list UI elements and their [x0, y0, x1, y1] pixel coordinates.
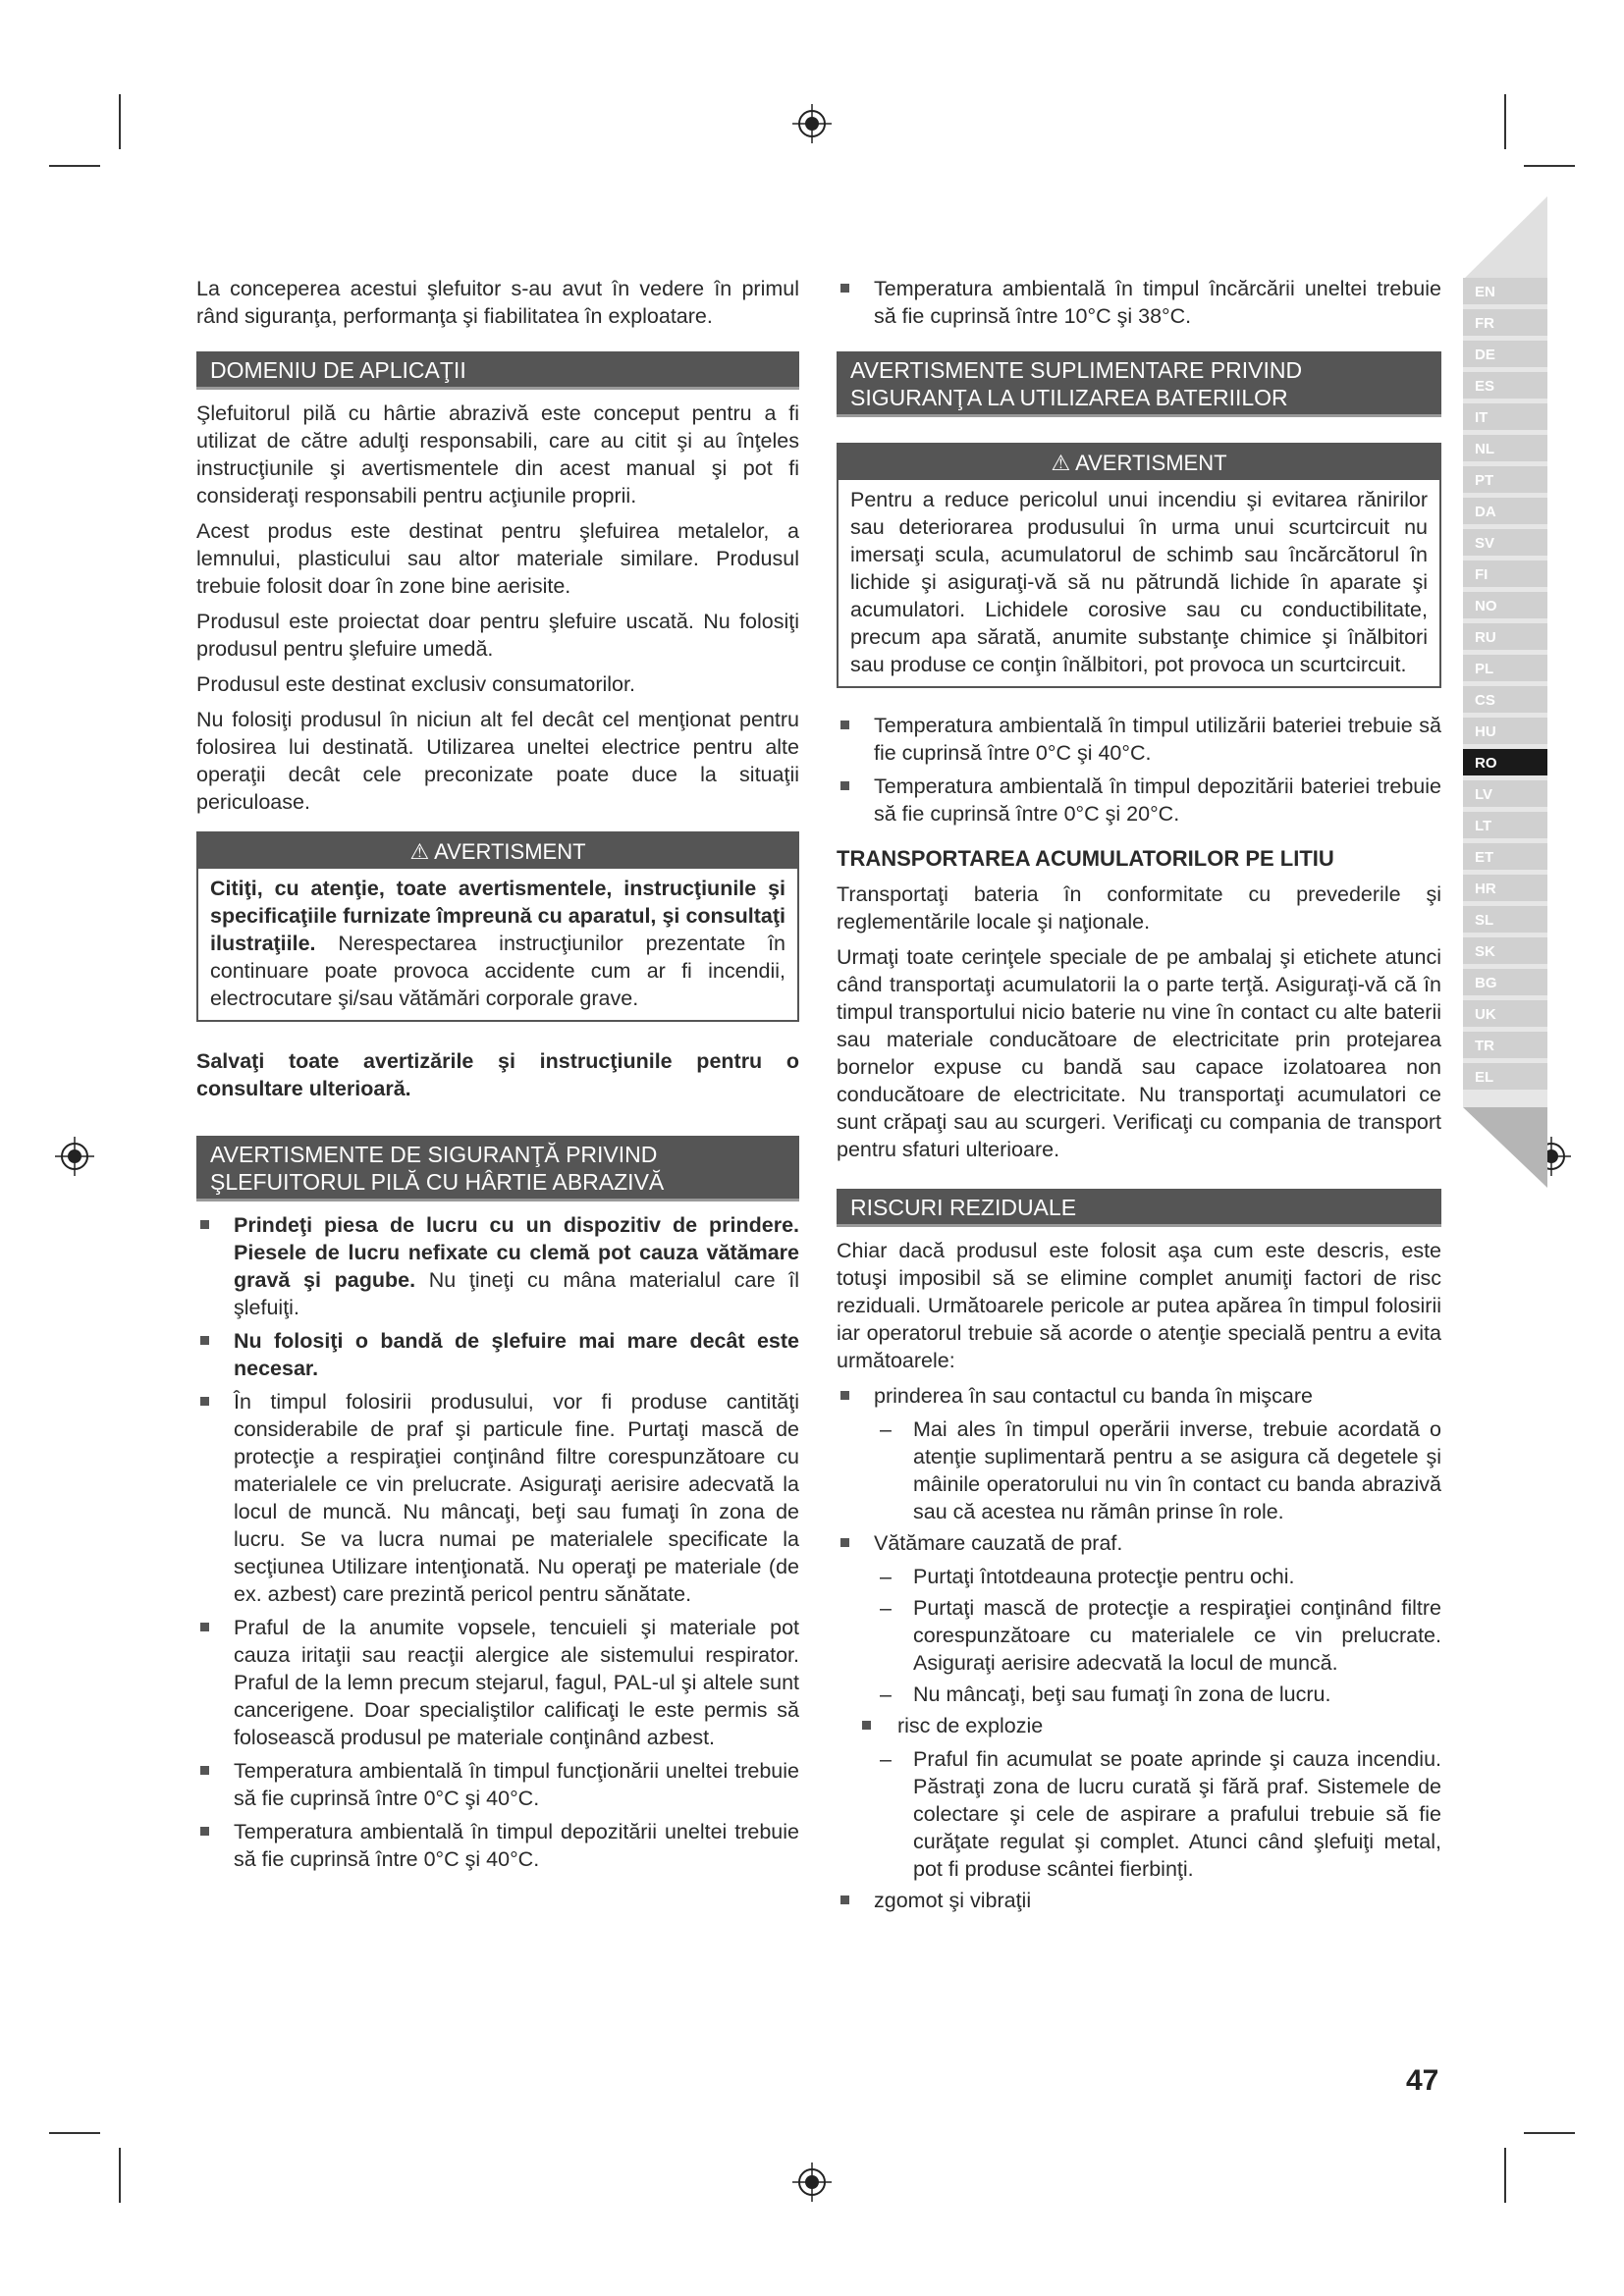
- dash-text: Mai ales în timpul operării inverse, trebuie acordată o atenţie suplimentară pentru a se asigura că degetele şi mâinile operatorului nu vin în contact cu banda abrazivă sau că acestea nu rămân prinse în role.: [913, 1417, 1441, 1523]
- bullet-bold: Prindeţi piesa de lucru cu un dispozitiv de prindere. Piesele de lucru nefixate cu clemă pot cauza vătămare gravă şi pagube.: [234, 1213, 799, 1292]
- crop-mark: [1504, 94, 1506, 149]
- crop-mark: [49, 2132, 100, 2134]
- bullet-text: prinderea în sau contactul cu banda în mişcare: [874, 1384, 1313, 1408]
- list-item: [837, 1712, 1441, 1739]
- language-tab-ro[interactable]: RO: [1463, 749, 1547, 775]
- dash-marker: –: [880, 1682, 892, 1706]
- bullet-text: Nu ţineţi cu mâna materialul care îl şlefuiţi.: [234, 1268, 800, 1319]
- bullet-icon: [200, 1766, 209, 1775]
- bullet-text: Temperatura ambientală în timpul utilizării bateriei trebuie să fie cuprinsă între 0°C şi 40°C.: [874, 714, 1441, 765]
- language-tab-no[interactable]: NO: [1463, 592, 1547, 618]
- dash-text: Purtaţi mască de protecţie a respiraţiei conţinând filtre corespunzătoare cu materialele ce vin prelucrate. Asiguraţi aerisire adecvată la locul de muncă.: [913, 1596, 1441, 1675]
- language-tab-lv[interactable]: LV: [1463, 780, 1547, 807]
- risk-intro: Chiar dacă produsul este folosit aşa cum este descris, este totuşi imposibil să se elimine complet anumiţi factori de risc reziduali. Următoarele pericole ar putea apărea în timpul folosirii iar operatorul trebuie să acorde o atenţie specială pentru a evita următoarele:: [837, 1239, 1441, 1372]
- save-instructions-text: Salvaţi toate avertizările şi instrucţiunile pentru o consultare ulterioară.: [196, 1049, 799, 1100]
- domain-paragraph: Nu folosiţi produsul în niciun alt fel decât cel menţionat pentru folosirea lui destinată. Utilizarea uneltei electrice pentru alte operaţii decât cele preconizate poate duce la situaţii periculoase.: [196, 708, 799, 814]
- warning-text: Nerespectarea instrucţiunilor prezentate în continuare poate provoca accidente cum ar fi incendii, electrocutare şi/sau vătămări corporale grave.: [210, 932, 785, 1010]
- language-tab-fi[interactable]: FI: [1463, 561, 1547, 587]
- bullet-text: Praful de la anumite vopsele, tencuieli şi materiale pot cauza iritaţii sau reacţii alergice ale sistemului respirator. Praful de la lemn precum stejarul, fagul, PAL-ul şi altele sunt cancerigene. Doar specialiştilor calificaţi le este permis să folosească produsul pe materiale conţinând azbest.: [234, 1616, 799, 1749]
- right-column: [837, 275, 1441, 1920]
- language-tab-en[interactable]: EN: [1463, 278, 1547, 304]
- bullet-text: Temperatura ambientală în timpul încărcării uneltei trebuie să fie cuprinsă între 10°C şi 38°C.: [874, 277, 1441, 328]
- bullet-bold: Nu folosiţi o bandă de şlefuire mai mare decât este necesar.: [234, 1329, 799, 1380]
- bullet-icon: [840, 1538, 849, 1547]
- bullet-icon: [200, 1336, 209, 1345]
- transport-paragraph: Urmaţi toate cerinţele speciale de pe ambalaj şi etichete atunci când transportaţi acumulatorii la o parte terţă. Asiguraţi-vă că în timpul transportului nicio baterie nu vine în contact cu alte baterii sau materiale conducătoare de electricitate prin protejarea bornelor expuse cu bandă sau capace izolatoarea non conducătoare de electricitate. Nu transportaţi acumulatori ce sunt crăpaţi sau au scurgeri. Verificaţi cu compania de transport pentru sfaturi ulterioare.: [837, 945, 1441, 1161]
- dash-marker: –: [880, 1596, 892, 1620]
- list-item: [837, 712, 1441, 767]
- language-tab-pl[interactable]: PL: [1463, 655, 1547, 681]
- domain-paragraph: Produsul este destinat exclusiv consumatorilor.: [196, 672, 635, 696]
- bullet-text: zgomot şi vibraţii: [874, 1889, 1032, 1912]
- dash-item: [837, 1594, 1441, 1677]
- list-item: [196, 1818, 799, 1873]
- domain-paragraph: Şlefuitorul pilă cu hârtie abrazivă este conceput pentru a fi utilizat de către adulţi responsabili, care au citit şi au înţeles instrucţiunile şi avertismentele din acest manual şi pot fi consideraţi responsabili pentru acţiunile proprii.: [196, 401, 799, 507]
- bullet-icon: [840, 721, 849, 729]
- crop-mark: [1524, 2132, 1575, 2134]
- dash-item: [837, 1415, 1441, 1525]
- warning-box: [196, 831, 799, 1022]
- language-tab-et[interactable]: ET: [1463, 843, 1547, 870]
- crop-mark: [49, 165, 100, 167]
- crop-mark: [119, 94, 121, 149]
- registration-mark-icon: [55, 1137, 94, 1176]
- bullet-icon: [862, 1721, 871, 1730]
- warning-bold-text: Citiţi, cu atenţie, toate avertismentele, instrucţiunile şi specificaţiile furnizate împreună cu aparatul, şi consultaţi ilustraţiile.: [210, 877, 785, 955]
- list-item: [837, 1529, 1441, 1557]
- bullet-icon: [200, 1220, 209, 1229]
- domain-paragraph: Acest produs este destinat pentru şlefuirea metalelor, a lemnului, plasticului sau altor materiale similare. Produsul trebuie folosit doar în zone bine aerisite.: [196, 519, 799, 598]
- list-item: [837, 1887, 1441, 1914]
- crop-mark: [1524, 165, 1575, 167]
- language-tab-de[interactable]: DE: [1463, 341, 1547, 367]
- subheading-transport: TRANSPORTAREA ACUMULATORILOR PE LITIU: [837, 846, 1334, 871]
- warning-triangle-icon: ⚠: [1051, 451, 1071, 475]
- bullet-icon: [840, 1896, 849, 1904]
- language-tab-uk[interactable]: UK: [1463, 1000, 1547, 1027]
- dash-item: [837, 1563, 1441, 1590]
- warning-box: [837, 443, 1441, 688]
- language-tab-tr[interactable]: TR: [1463, 1032, 1547, 1058]
- crop-mark: [119, 2148, 121, 2203]
- list-item: [196, 1614, 799, 1751]
- list-item: [196, 1327, 799, 1382]
- language-tab-pt[interactable]: PT: [1463, 466, 1547, 493]
- bullet-text: Temperatura ambientală în timpul funcţionării uneltei trebuie să fie cuprinsă între 0°C şi 40°C.: [234, 1759, 799, 1810]
- language-tab-sl[interactable]: SL: [1463, 906, 1547, 933]
- warning-triangle-icon: ⚠: [409, 839, 430, 864]
- section-header-risks: RISCURI REZIDUALE: [837, 1189, 1441, 1227]
- language-tab-ru[interactable]: RU: [1463, 623, 1547, 650]
- warning-title: AVERTISMENT: [434, 839, 586, 864]
- language-tab-hu[interactable]: HU: [1463, 718, 1547, 744]
- bullet-text: Temperatura ambientală în timpul depozitării uneltei trebuie să fie cuprinsă între 0°C şi 40°C.: [234, 1820, 799, 1871]
- language-tab-fr[interactable]: FR: [1463, 309, 1547, 336]
- list-item: [196, 1757, 799, 1812]
- language-tab-lt[interactable]: LT: [1463, 812, 1547, 838]
- warning-body: [198, 869, 797, 1020]
- bullet-icon: [840, 1391, 849, 1400]
- registration-mark-icon: [792, 2163, 832, 2202]
- bullet-icon: [840, 781, 849, 790]
- bullet-icon: [840, 284, 849, 293]
- registration-mark-icon: [792, 104, 832, 143]
- list-item: [196, 1388, 799, 1608]
- crop-mark: [1504, 2148, 1506, 2203]
- list-item: [837, 773, 1441, 828]
- dash-text: Praful fin acumulat se poate aprinde şi cauza incendiu. Păstraţi zona de lucru curată şi fără praf. Sistemele de colectare şi cele de aspirare a prafului trebuie să fie curăţate regulat şi complet. Atunci când şlefuiţi metal, pot fi produse scântei fierbinţi.: [913, 1747, 1441, 1881]
- list-item: [196, 1211, 799, 1321]
- section-header-safety: AVERTISMENTE DE SIGURANŢĂ PRIVIND ŞLEFUITORUL PILĂ CU HÂRTIE ABRAZIVĂ: [196, 1136, 799, 1201]
- save-instructions: [196, 1047, 799, 1102]
- bullet-text: Temperatura ambientală în timpul depozitării bateriei trebuie să fie cuprinsă între 0°C şi 20°C.: [874, 774, 1441, 826]
- warning-body: Pentru a reduce pericolul unui incendiu şi evitarea rănirilor sau deteriorarea produsului în urma unui scurtcircuit nu imersaţi scula, acumulatorul de schimb sau încărcătorul în lichide şi asiguraţi-vă să nu pătrundă lichide în aparate şi acumulatori. Lichidele corosive sau cu conductibilitate, precum apa sărată, anumite substanţe chimice şi înălbitori sau produse ce conţin înălbitori, pot provoca un scurtcircuit.: [850, 488, 1428, 676]
- bullet-icon: [200, 1623, 209, 1631]
- dash-marker: –: [880, 1565, 892, 1588]
- dash-marker: –: [880, 1747, 892, 1771]
- language-tab-es[interactable]: ES: [1463, 372, 1547, 399]
- dash-text: Purtaţi întotdeauna protecţie pentru ochi.: [913, 1565, 1295, 1588]
- language-tab-sk[interactable]: SK: [1463, 937, 1547, 964]
- intro-paragraph: La conceperea acestui şlefuitor s-au avut în vedere în primul rând siguranţa, performanţa şi fiabilitatea în exploatare.: [196, 277, 799, 328]
- language-tab-da[interactable]: DA: [1463, 498, 1547, 524]
- bullet-text: Vătămare cauzată de praf.: [874, 1531, 1123, 1555]
- dash-item: [837, 1681, 1441, 1708]
- section-header-battery: AVERTISMENTE SUPLIMENTARE PRIVIND SIGURANŢA LA UTILIZAREA BATERIILOR: [837, 351, 1441, 417]
- bullet-text: risc de explozie: [897, 1714, 1044, 1737]
- language-tab-sv[interactable]: SV: [1463, 529, 1547, 556]
- language-tab-hr[interactable]: HR: [1463, 875, 1547, 901]
- dash-item: [837, 1745, 1441, 1883]
- warning-header: [839, 445, 1439, 480]
- list-item: [837, 1382, 1441, 1410]
- language-tab-bg[interactable]: BG: [1463, 969, 1547, 995]
- warning-header: [198, 833, 797, 869]
- language-tab-it[interactable]: IT: [1463, 403, 1547, 430]
- transport-paragraph: Transportaţi bateria în conformitate cu prevederile şi reglementările locale şi naţionale.: [837, 882, 1441, 934]
- page-number: 47: [1406, 2064, 1439, 2097]
- section-header-domain: DOMENIU DE APLICAŢII: [196, 351, 799, 390]
- bullet-icon: [200, 1397, 209, 1406]
- list-item: [837, 275, 1441, 330]
- warning-title: AVERTISMENT: [1075, 451, 1227, 475]
- dash-marker: –: [880, 1417, 892, 1441]
- left-column: [196, 275, 799, 1879]
- language-sidebar: [1463, 278, 1547, 1095]
- bullet-icon: [200, 1827, 209, 1836]
- language-tab-nl[interactable]: NL: [1463, 435, 1547, 461]
- bullet-text: În timpul folosirii produsului, vor fi produse cantităţi considerabile de praf şi particule fine. Purtaţi mască de protecţie a respiraţiei conţinând filtre corespunzătoare cu materialele ce vin prelucrate. Asiguraţi aerisire adecvată la locul de muncă. Nu mâncaţi, beţi sau fumaţi în zona de lucru. Se va lucra numai pe materialele specificate la secţiunea Utilizare intenţionată. Nu operaţi pe materiale (de ex. azbest) care prezintă pericol pentru sănătate.: [234, 1390, 799, 1606]
- dash-text: Nu mâncaţi, beţi sau fumaţi în zona de lucru.: [913, 1682, 1331, 1706]
- language-tab-el[interactable]: EL: [1463, 1063, 1547, 1090]
- domain-paragraph: Produsul este proiectat doar pentru şlefuire uscată. Nu folosiţi produsul pentru şlefuire umedă.: [196, 610, 799, 661]
- language-tab-cs[interactable]: CS: [1463, 686, 1547, 713]
